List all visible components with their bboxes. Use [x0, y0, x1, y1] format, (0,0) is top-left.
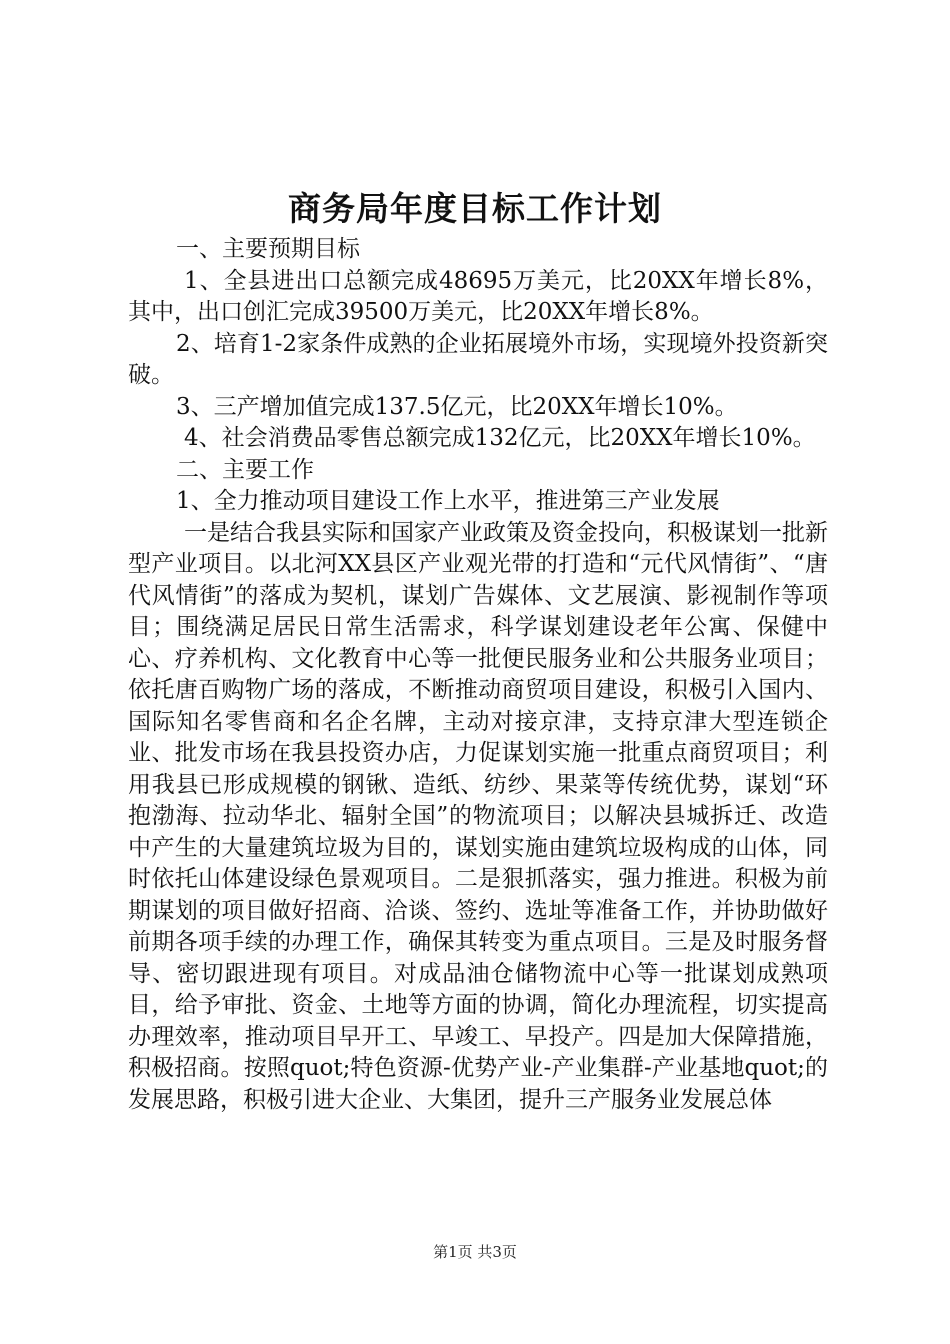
paragraph-work-detail: 一是结合我县实际和国家产业政策及资金投向，积极谋划一批新型产业项目。以北河XX县区产业观光带的打造和“元代风情街”、“唐代风情街”的落成为契机，谋划广告媒体、文艺展演、影视制作等项目；围绕满足居民日常生活需求，科学谋划建设老年公寓、保健中心、疗养机构、文化教育中心等一批便民服务业和公共服务业项目；依托唐百购物广场的落成，不断推动商贸项目建设，积极引入国内、国际知名零售商和名企名牌，主动对接京津，支持京津大型连锁企业、批发市场在我县投资办店，力促谋划实施一批重点商贸项目；利用我县已形成规模的钢锹、造纸、纺纱、果菜等传统优势，谋划“环抱渤海、拉动华北、辐射全国”的物流项目；以解决县城拆迁、改造中产生的大量建筑垃圾为目的，谋划实施由建筑垃圾构成的山体，同时依托山体建设绿色景观项目。二是狠抓落实，强力推进。积极为前期谋划的项目做好招商、洽谈、签约、选址等准备工作，并协助做好前期各项手续的办理工作，确保其转变为重点项目。三是及时服务督导、密切跟进现有项目。对成品油仓储物流中心等一批谋划成熟项目，给予审批、资金、土地等方面的协调，简化办理流程，切实提高办理效率，推动项目早开工、早竣工、早投产。四是加大保障措施，积极招商。按照quot;特色资源-优势产业-产业集群-产业基地quot;的发展思路，积极引进大企业、大集团，提升三产服务业发展总体 [128, 519, 828, 1113]
paragraph-target-2: 2、培育1-2家条件成熟的企业拓展境外市场，实现境外投资新突破。 [128, 330, 828, 388]
section-heading-work: 二、主要工作 [176, 456, 314, 483]
document-title: 商务局年度目标工作计划 [288, 189, 662, 228]
paragraph-target-3: 3、三产增加值完成137.5亿元，比20XX年增长10%。 [176, 393, 738, 420]
paragraph-target-1: 1、全县进出口总额完成48695万美元，比20XX年增长8%，其中，出口创汇完成39500万美元，比20XX年增长8%。 [128, 267, 828, 325]
section-heading-targets: 一、主要预期目标 [176, 236, 360, 262]
paragraph-target-4: 4、社会消费品零售总额完成132亿元，比20XX年增长10%。 [184, 425, 816, 451]
subheading-work-1: 1、全力推动项目建设工作上水平，推进第三产业发展 [176, 488, 720, 514]
page-number-footer: 第1页 共3页 [433, 1243, 517, 1261]
document-body [128, 234, 828, 1116]
